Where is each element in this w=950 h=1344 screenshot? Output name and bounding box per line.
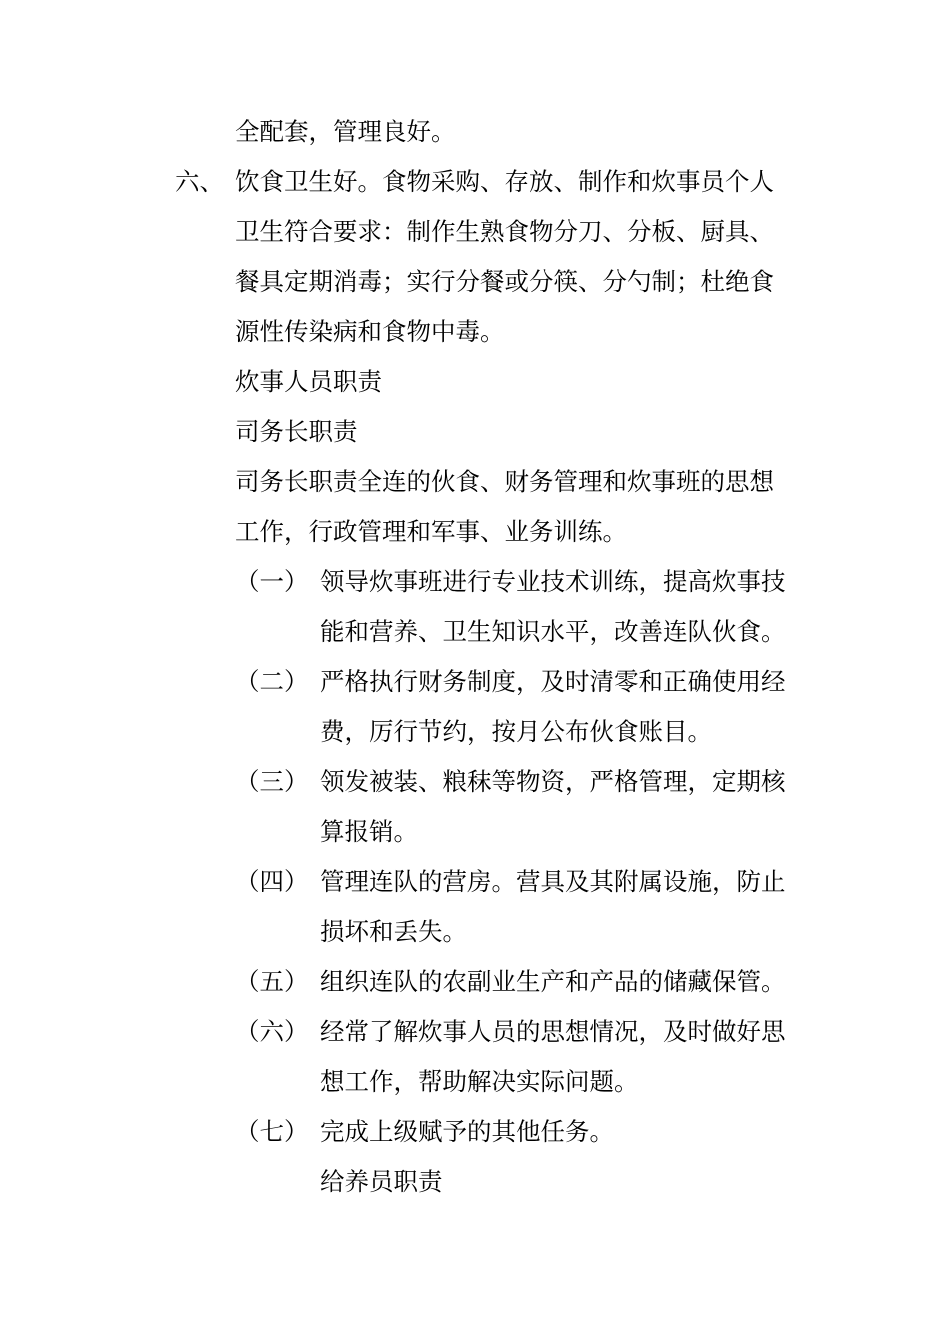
paragraph-line: 司务长职责全连的伙食、财务管理和炊事班的思想 — [235, 467, 774, 496]
duty-number: （二） — [235, 667, 309, 696]
paragraph-line: 卫生符合要求：制作生熟食物分刀、分板、厨具、 — [235, 217, 774, 246]
section-title: 炊事人员职责 — [235, 367, 382, 396]
duty-number: （五） — [235, 967, 309, 996]
duty-line: 算报销。 — [320, 817, 418, 846]
subsection-title: 司务长职责 — [235, 417, 358, 446]
duty-line: 严格执行财务制度，及时清零和正确使用经 — [320, 667, 786, 696]
duty-number: （一） — [235, 567, 309, 596]
subsection-title: 给养员职责 — [320, 1167, 443, 1196]
duty-line: 想工作，帮助解决实际问题。 — [320, 1067, 639, 1096]
paragraph-line: 饮食卫生好。食物采购、存放、制作和炊事员个人 — [235, 167, 774, 196]
duty-line: 领导炊事班进行专业技术训练，提高炊事技 — [320, 567, 786, 596]
paragraph-line: 全配套，管理良好。 — [235, 117, 456, 146]
duty-line: 能和营养、卫生知识水平，改善连队伙食。 — [320, 617, 786, 646]
duty-line: 损坏和丢失。 — [320, 917, 467, 946]
duty-line: 费，厉行节约，按月公布伙食账目。 — [320, 717, 712, 746]
list-number: 六、 — [175, 167, 224, 196]
duty-line: 组织连队的农副业生产和产品的储藏保管。 — [320, 967, 786, 996]
paragraph-line: 源性传染病和食物中毒。 — [235, 317, 505, 346]
duty-line: 经常了解炊事人员的思想情况，及时做好思 — [320, 1017, 786, 1046]
duty-number: （六） — [235, 1017, 309, 1046]
duty-number: （三） — [235, 767, 309, 796]
duty-line: 领发被装、粮秣等物资，严格管理，定期核 — [320, 767, 786, 796]
duty-number: （七） — [235, 1117, 309, 1146]
duty-line: 完成上级赋予的其他任务。 — [320, 1117, 614, 1146]
duty-number: （四） — [235, 867, 309, 896]
paragraph-line: 工作，行政管理和军事、业务训练。 — [235, 517, 627, 546]
duty-line: 管理连队的营房。营具及其附属设施，防止 — [320, 867, 786, 896]
paragraph-line: 餐具定期消毒；实行分餐或分筷、分勺制；杜绝食 — [235, 267, 774, 296]
